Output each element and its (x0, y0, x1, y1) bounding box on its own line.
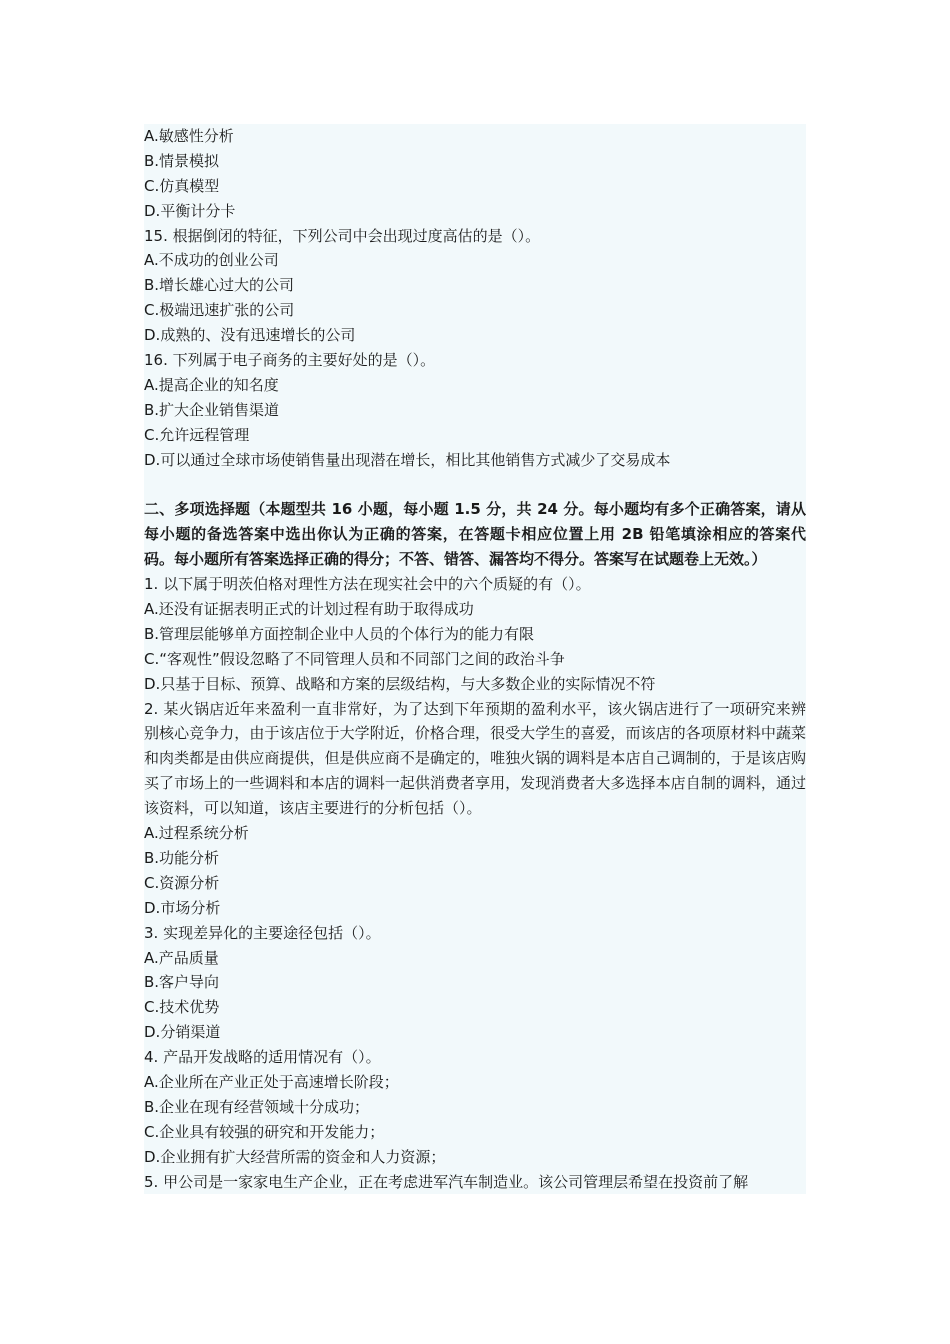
text-line: C.极端迅速扩张的公司 (144, 301, 295, 320)
question-3: 3. 实现差异化的主要途径包括（）。 (144, 923, 381, 942)
text-line: D.只基于目标、预算、战略和方案的层级结构，与大多数企业的实际情况不符 (144, 674, 656, 693)
text-line: D.企业拥有扩大经营所需的资金和人力资源； (144, 1147, 446, 1166)
text-line: D.可以通过全球市场使销售量出现潜在增长，相比其他销售方式减少了交易成本 (144, 450, 671, 469)
section-heading: 二、多项选择题（本题型共 16 小题，每小题 1.5 分，共 24 分。每小题均有多个正确答案，请从每小题的备选答案中选出你认为正确的答案，在答题卡相应位置上用 2B 铅笔填涂相应的答案代码。每小题所有答案选择正确的得分；不答、错答、漏答均不得分。答案写在试题卷上无效。） (144, 500, 806, 569)
text-line: C.仿真模型 (144, 176, 220, 195)
question-block-2 (144, 572, 806, 696)
question-15: 15. 根据倒闭的特征，下列公司中会出现过度高估的是（）。 (144, 226, 541, 245)
text-line: A.提高企业的知名度 (144, 375, 279, 394)
text-line: A.不成功的创业公司 (144, 251, 279, 270)
text-line: A.敏感性分析 (144, 127, 234, 145)
text-line: C.“客观性”假设忽略了不同管理人员和不同部门之间的政治斗争 (144, 649, 565, 668)
text-line: B.功能分析 (144, 848, 220, 867)
question-2: 2. 某火锅店近年来盈利一直非常好，为了达到下年预期的盈利水平，该火锅店进行了一项研究来辨别核心竞争力，由于该店位于大学附近，价格合理，很受大学生的喜爱，而该店的各项原材料中蔬菜和肉类都是由供应商提供，但是供应商不是确定的，唯独火锅的调料是本店自己调制的，于是该店购买了市场上的一些调料和本店的调料一起供消费者享用，发现消费者大多选择本店自制的调料，通过该资料，可以知道，该店主要进行的分析包括（）。 (144, 699, 806, 818)
text-line: C.资源分析 (144, 873, 220, 892)
text-line: C.技术优势 (144, 998, 220, 1017)
text-line: D.分销渠道 (144, 1023, 221, 1042)
text-line: D.成熟的、没有迅速增长的公司 (144, 326, 356, 345)
question-16: 16. 下列属于电子商务的主要好处的是（）。 (144, 351, 436, 370)
question-block-1 (144, 124, 806, 472)
text-line: B.企业在现有经营领域十分成功； (144, 1097, 370, 1116)
text-line: A.产品质量 (144, 948, 219, 967)
text-line: B.客户导向 (144, 973, 220, 992)
question-5: 5. 甲公司是一家家电生产企业，正在考虑进军汽车制造业。该公司管理层希望在投资前了解 (144, 1172, 749, 1191)
question-1: 1. 以下属于明茨伯格对理性方法在现实社会中的六个质疑的有（）。 (144, 575, 591, 594)
text-line: B.扩大企业销售渠道 (144, 400, 280, 419)
question-block-3 (144, 821, 806, 1169)
content-area (144, 124, 806, 1194)
text-line: B.管理层能够单方面控制企业中人员的个体行为的能力有限 (144, 624, 535, 643)
text-line: D.市场分析 (144, 898, 221, 917)
text-line: D.平衡计分卡 (144, 201, 236, 220)
text-line: C.企业具有较强的研究和开发能力； (144, 1122, 385, 1141)
spacer (144, 472, 806, 497)
text-line: B.增长雄心过大的公司 (144, 276, 295, 295)
text-line: B.情景模拟 (144, 151, 220, 170)
text-line: A.还没有证据表明正式的计划过程有助于取得成功 (144, 599, 474, 618)
text-line: C.允许远程管理 (144, 425, 250, 444)
question-4: 4. 产品开发战略的适用情况有（）。 (144, 1048, 381, 1067)
text-line: A.企业所在产业正处于高速增长阶段； (144, 1072, 399, 1091)
text-line: A.过程系统分析 (144, 824, 249, 843)
